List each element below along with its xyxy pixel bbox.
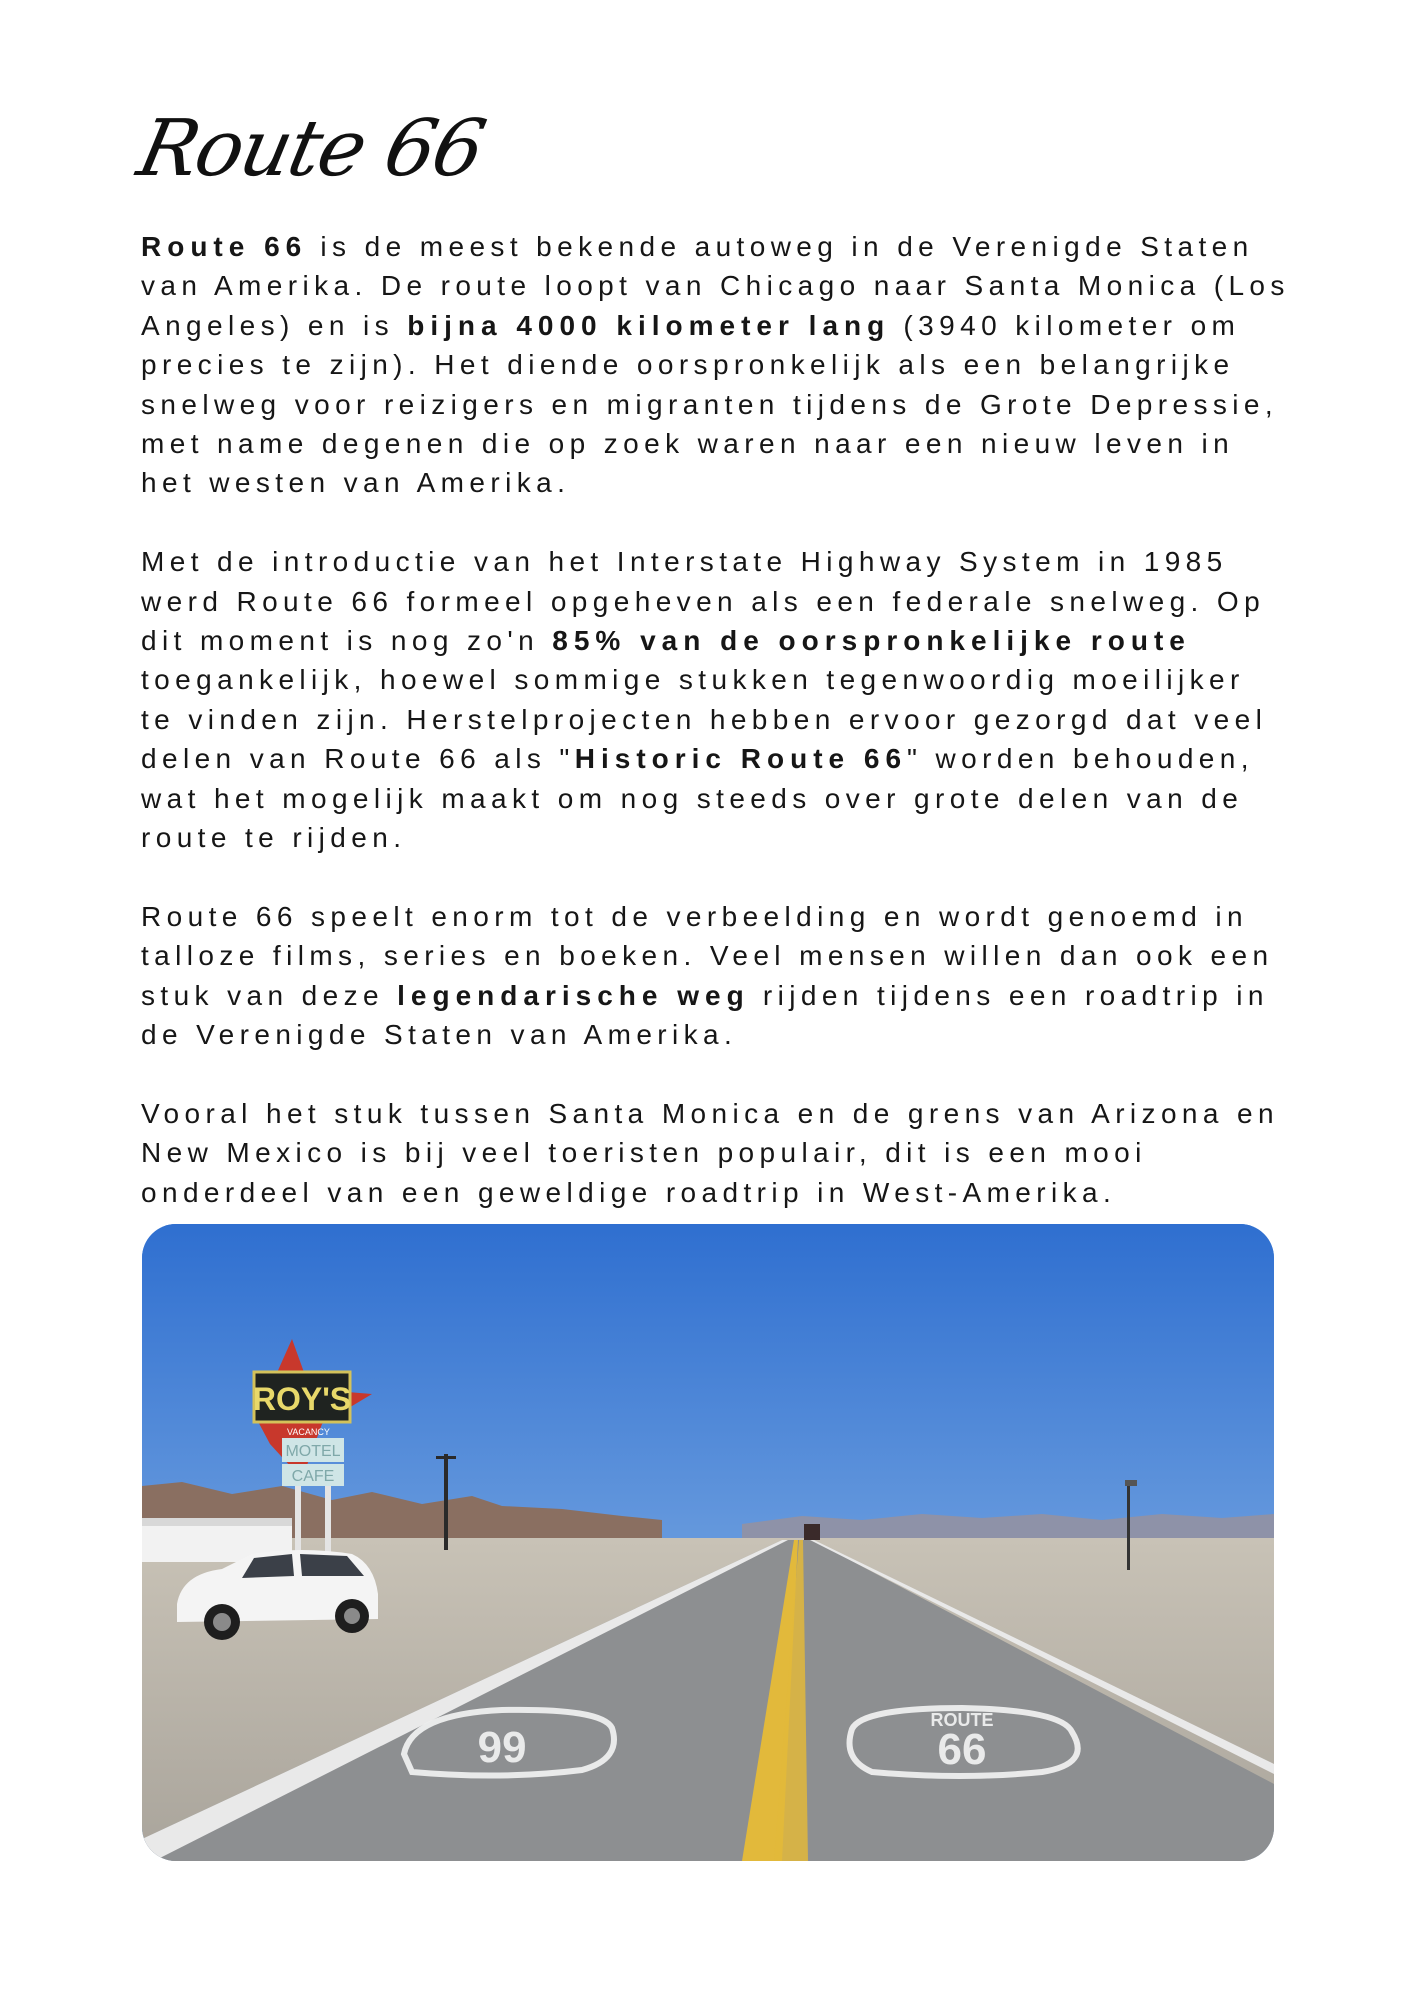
paragraph (141, 227, 1291, 503)
bold-text: Route 66 (141, 231, 308, 262)
text-run: (3940 kilometer om precies te zijn). Het diende oorspronkelijk als een belangrijke snelweg voor reizigers en migranten tijdens de Grote Depressie, met name degenen die op zoek waren naar een nieuw leven in het westen van Amerika. (141, 309, 1279, 499)
route-66-photo (142, 1224, 1274, 1861)
distant-truck (804, 1524, 820, 1540)
route-66-road-scene-image (142, 1224, 1274, 1861)
text-run: is de meest bekende autoweg in de Verenigde Staten van Amerika. De route loopt van Chicago naar Santa Monica (Los Angeles) en is (141, 231, 1290, 341)
text-run: " worden behouden, wat het mogelijk maakt om nog steeds over grote delen van de route te rijden. (141, 743, 1254, 854)
text-run: Route 66 speelt enorm tot de verbeelding en wordt genoemd in talloze films, series en boeken. Veel mensen willen dan ook een stuk van deze (141, 900, 1274, 1011)
bold-text: bijna 4000 kilometer lang (407, 309, 891, 341)
paragraph (141, 542, 1291, 857)
utility-pole (444, 1454, 448, 1550)
paragraph (141, 897, 1291, 1055)
text-run: Met de introductie van het Interstate Highway System in 1985 werd Route 66 formeel opgeheven als een federale snelweg. Op dit moment is nog zo'n (141, 546, 1266, 657)
text-run: toegankelijk, hoewel sommige stukken tegenwoordig moeilijker te vinden zijn. Herstelprojecten hebben ervoor gezorgd dat veel delen van Route 66 als " (141, 664, 1268, 775)
street-light (1127, 1484, 1130, 1570)
bold-text: Historic Route 66 (574, 743, 908, 775)
road-shield-right-number: 66 (937, 1725, 987, 1774)
sign-vacancy-text: VACANCY (287, 1427, 330, 1437)
page-title: Route 66 (130, 104, 492, 194)
sign-cafe-text: CAFE (291, 1468, 335, 1485)
text-run: rijden tijdens een roadtrip in de Verenigde Staten van Amerika. (141, 979, 1269, 1051)
bold-text: legendarische weg (397, 979, 750, 1011)
paragraph (141, 1094, 1291, 1212)
sign-roys-text: ROY'S (252, 1381, 352, 1417)
text-run: Vooral het stuk tussen Santa Monica en de grens van Arizona en New Mexico is bij veel toeristen populair, dit is een mooi onderdeel van een geweldige roadtrip in West-Amerika. (141, 1097, 1279, 1208)
bold-text: 85% van de oorspronkelijke route (552, 625, 1191, 657)
road-shield-right-route: ROUTE (930, 1710, 994, 1730)
article-body (141, 227, 1291, 1252)
sign-motel-text: MOTEL (285, 1443, 341, 1460)
road-shield-left-number: 66 (477, 1722, 527, 1771)
